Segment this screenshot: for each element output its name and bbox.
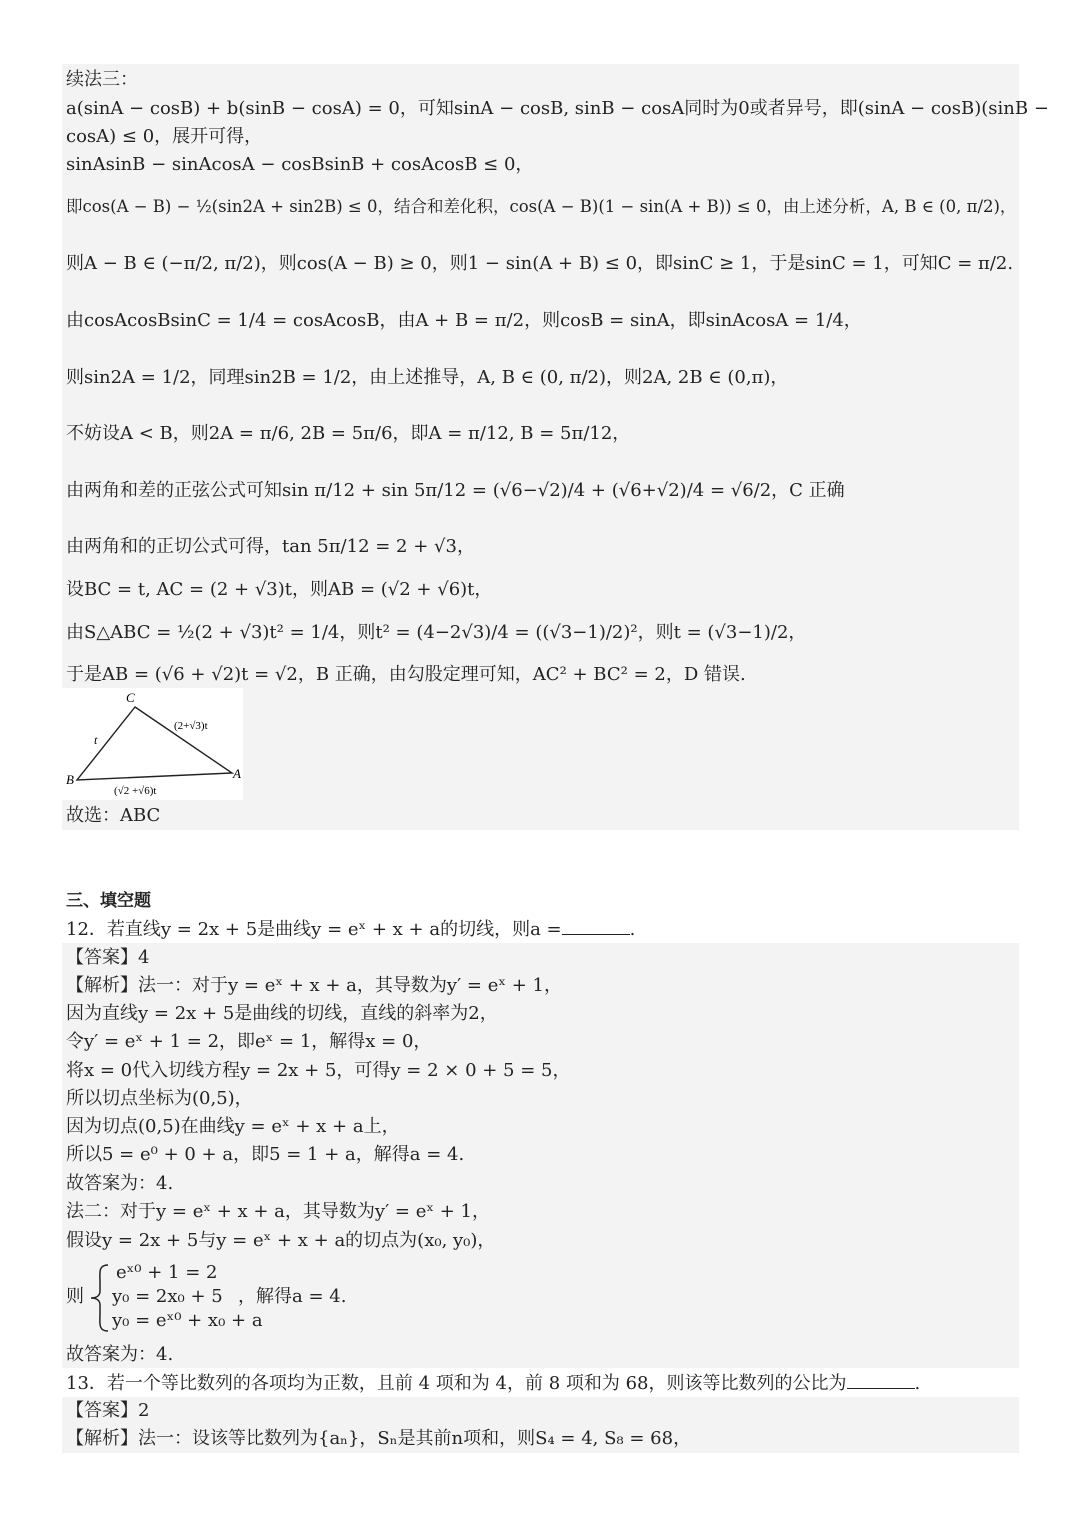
q12-analysis-line: 所以5 = e⁰ + 0 + a，即5 = 1 + a，解得a = 4. bbox=[66, 1144, 465, 1165]
q13-question-end: . bbox=[914, 1373, 921, 1394]
vertex-a-label: A bbox=[233, 766, 241, 781]
solution-line: 设BC = t, AC = (2 + √3)t，则AB = (√2 + √6)t， bbox=[66, 579, 493, 600]
left-brace-icon bbox=[86, 1263, 112, 1333]
q12-question-text: 12．若直线y = 2x + 5是曲线y = eˣ + x + a的切线，则a = bbox=[66, 919, 562, 940]
q12-final: 故答案为：4. bbox=[66, 1344, 174, 1365]
triangle-diagram bbox=[62, 688, 243, 800]
q12-analysis-line: 将x = 0代入切线方程y = 2x + 5，可得y = 2 × 0 + 5 = 5， bbox=[66, 1060, 571, 1081]
side-ab-label: (√2 +√6)t bbox=[114, 785, 157, 797]
solution-line: cosA) ≤ 0，展开可得， bbox=[66, 126, 263, 147]
answer-blank bbox=[562, 918, 630, 935]
system-equation: eˣ⁰ + 1 = 2 bbox=[116, 1262, 218, 1283]
side-bc-label: t bbox=[94, 733, 98, 747]
answer-blank bbox=[847, 1372, 915, 1389]
solution-line: 由S△ABC = ½(2 + √3)t² = 1/4，则t² = (4−2√3)/4 = ((√3−1)/2)²，则t = (√3−1)/2， bbox=[66, 622, 807, 643]
q12-analysis-line: 令y′ = eˣ + 1 = 2，即eˣ = 1，解得x = 0， bbox=[66, 1031, 432, 1052]
solution-line: 由两角和差的正弦公式可知sin π/12 + sin 5π/12 = (√6−√2)/4 + (√6+√2)/4 = √6/2，C 正确 bbox=[66, 480, 845, 501]
system-prefix: 则 bbox=[66, 1286, 84, 1307]
solution-line: 则A − B ∈ (−π/2, π/2)，则cos(A − B) ≥ 0，则1 − sin(A + B) ≤ 0，即sinC ≥ 1，于是sinC = 1，可知C = π/2. bbox=[66, 253, 1014, 274]
solution-line: 于是AB = (√6 + √2)t = √2，B 正确，由勾股定理可知，AC² + BC² = 2，D 错误. bbox=[66, 664, 746, 685]
conclusion: 故选：ABC bbox=[66, 805, 161, 826]
vertex-c-label: C bbox=[126, 690, 135, 705]
solution-line: sinAsinB − sinAcosA − cosBsinB + cosAcosB ≤ 0， bbox=[66, 154, 534, 175]
solution-line: 由cosAcosBsinC = 1/4 = cosAcosB，由A + B = π/2，则cosB = sinA，即sinAcosA = 1/4， bbox=[66, 310, 862, 331]
system-result: ，解得a = 4. bbox=[238, 1286, 347, 1307]
q12-question-end: . bbox=[629, 919, 636, 940]
q12-analysis-line: 法二：对于y = eˣ + x + a，其导数为y′ = eˣ + 1， bbox=[66, 1201, 490, 1222]
q12-answer: 【答案】4 bbox=[66, 947, 150, 968]
system-equation: y₀ = eˣ⁰ + x₀ + a bbox=[112, 1310, 263, 1331]
triangle-shape bbox=[77, 707, 232, 780]
solution-line: 即cos(A − B) − ½(sin2A + sin2B) ≤ 0，结合和差化积，cos(A − B)(1 − sin(A + B)) ≤ 0，由上述分析，A, B ∈ (0, π/2)， bbox=[66, 197, 1017, 216]
q12-question bbox=[66, 918, 635, 941]
q12-analysis-line: 因为切点(0,5)在曲线y = eˣ + x + a上， bbox=[66, 1116, 400, 1137]
side-ac-label: (2+√3)t bbox=[174, 720, 208, 732]
q12-analysis-line: 因为直线y = 2x + 5是曲线的切线，直线的斜率为2， bbox=[66, 1003, 498, 1024]
solution-line: 由两角和的正切公式可得，tan 5π/12 = 2 + √3， bbox=[66, 536, 475, 557]
solution-line: 则sin2A = 1/2，同理sin2B = 1/2，由上述推导，A, B ∈ (0, π/2)，则2A, 2B ∈ (0,π)， bbox=[66, 367, 789, 388]
q13-answer: 【答案】2 bbox=[66, 1400, 150, 1421]
q13-question-text: 13．若一个等比数列的各项均为正数，且前 4 项和为 4，前 8 项和为 68，则该等比数列的公比为 bbox=[66, 1373, 847, 1394]
solution-line: a(sinA − cosB) + b(sinB − cosA) = 0，可知sinA − cosB, sinB − cosA同时为0或者异号，即(sinA − cosB)(sinB − bbox=[66, 98, 1049, 119]
q13-question bbox=[66, 1372, 920, 1395]
q12-analysis-line: 【解析】法一：对于y = eˣ + x + a，其导数为y′ = eˣ + 1， bbox=[66, 975, 562, 996]
vertex-b-label: B bbox=[66, 772, 74, 787]
q12-analysis-line: 故答案为：4. bbox=[66, 1173, 174, 1194]
section-title: 三、填空题 bbox=[66, 891, 151, 911]
solution-line: 不妨设A < B，则2A = π/6, 2B = 5π/6，即A = π/12, B = 5π/12， bbox=[66, 423, 631, 444]
triangle-figure bbox=[62, 688, 243, 800]
q12-analysis-line: 假设y = 2x + 5与y = eˣ + x + a的切点为(x₀, y₀)， bbox=[66, 1230, 496, 1251]
system-equation: y₀ = 2x₀ + 5 bbox=[112, 1286, 223, 1307]
q13-analysis: 【解析】法一：设该等比数列为{aₙ}，Sₙ是其前n项和，则S₄ = 4, S₈ = 68， bbox=[66, 1428, 692, 1449]
q12-analysis-line: 所以切点坐标为(0,5)， bbox=[66, 1088, 253, 1109]
solution-line: 续法三： bbox=[66, 69, 138, 90]
